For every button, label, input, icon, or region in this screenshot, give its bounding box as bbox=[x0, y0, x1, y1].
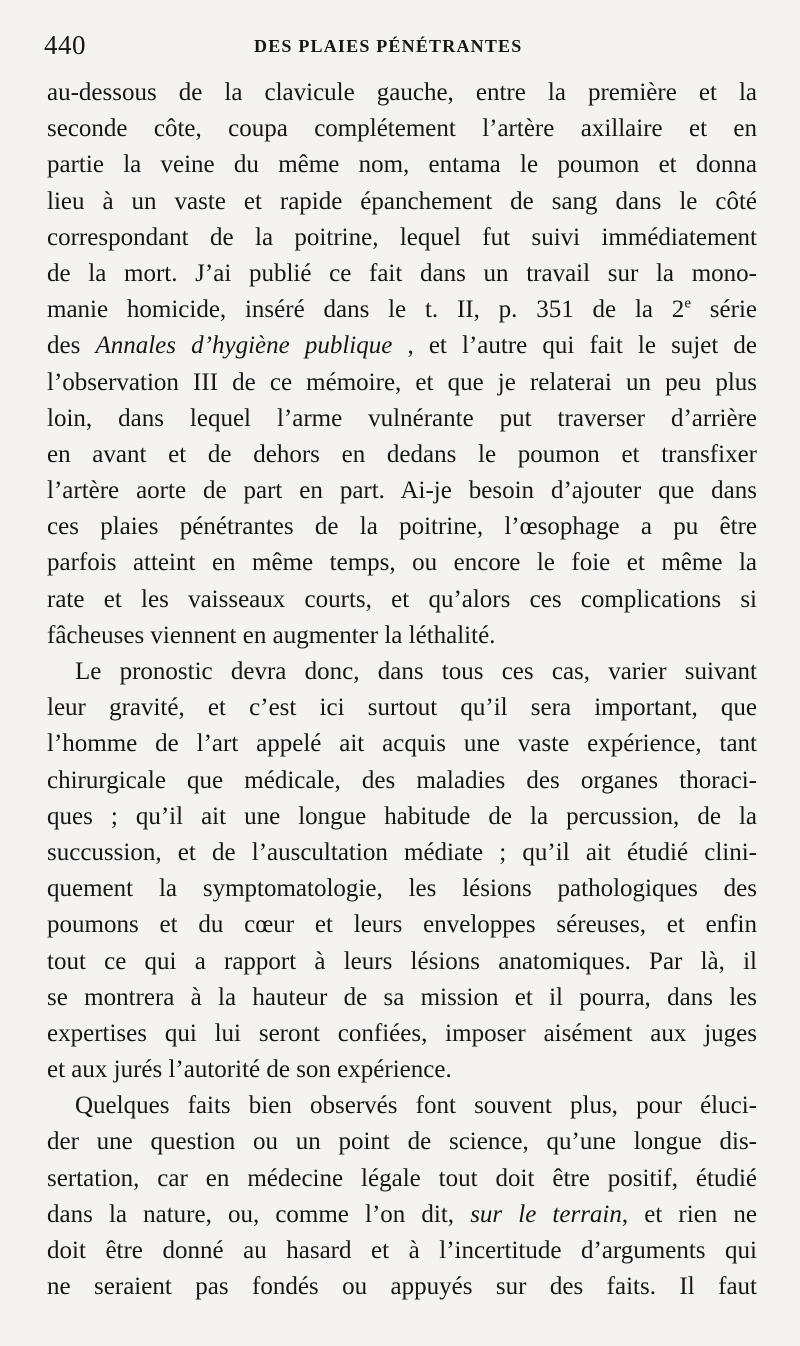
text-line: quement la symptomatologie, les lésions pathologiques des bbox=[47, 875, 757, 903]
text-line: se montrera à la hauteur de sa mission et il pourra, dans les bbox=[47, 983, 757, 1011]
text-line: loin, dans lequel l’arme vulnérante put traverser d’arrière bbox=[47, 404, 757, 432]
text-line-paragraph-end: et aux jurés l’autorité de son expérience. bbox=[47, 1056, 452, 1084]
text-line: l’observation III de ce mémoire, et que je relaterai un peu plus bbox=[47, 368, 757, 396]
text-line: ques ; qu’il ait une longue habitude de la percussion, de la bbox=[47, 802, 757, 830]
text-line: chirurgicale que médicale, des maladies des organes thoraci- bbox=[47, 766, 757, 794]
text-line: en avant et de dehors en dedans le poumon et transfixer bbox=[47, 440, 757, 468]
text-line: ces plaies pénétrantes de la poitrine, l’œsophage a pu être bbox=[47, 513, 757, 541]
text-line: correspondant de la poitrine, lequel fut suivi immédiatement bbox=[47, 223, 757, 251]
text-line-paragraph-end: fâcheuses viennent en augmenter la léthalité. bbox=[47, 621, 496, 649]
text-line-with-italic: des Annales d’hygiène publique , et l’autre qui fait le sujet de bbox=[47, 332, 758, 360]
body-text bbox=[47, 75, 757, 1305]
ordinal-superscript: e bbox=[684, 295, 691, 312]
text-line-with-superscript: manie homicide, inséré dans le t. II, p. 351 de la 2e série bbox=[47, 295, 757, 324]
text-line: l’homme de l’art appelé ait acquis une vaste expérience, tant bbox=[47, 730, 757, 758]
text-line: expertises qui lui seront confiées, imposer aisément aux juges bbox=[47, 1019, 757, 1047]
running-head: DES PLAIES PÉNÉTRANTES bbox=[254, 36, 523, 56]
text-line: succussion, et de l’auscultation médiate ; qu’il ait étudié clini- bbox=[47, 838, 757, 866]
text-line: de la mort. J’ai publié ce fait dans un travail sur la mono- bbox=[47, 259, 757, 287]
text-line: ne seraient pas fondés ou appuyés sur des faits. Il faut bbox=[47, 1273, 757, 1301]
text-line: au-dessous de la clavicule gauche, entre la première et la bbox=[47, 79, 757, 106]
page-header bbox=[44, 28, 756, 68]
text-line: poumons et du cœur et leurs enveloppes séreuses, et enfin bbox=[47, 911, 757, 939]
text-line: parfois atteint en même temps, ou encore le foie et même la bbox=[47, 549, 757, 577]
text-line: rate et les vaisseaux courts, et qu’alors ces complications si bbox=[47, 585, 757, 613]
page-number: 440 bbox=[44, 30, 86, 60]
text-line: lieu à un vaste et rapide épanchement de sang dans le côté bbox=[47, 187, 757, 215]
text-line: sertation, car en médecine légale tout doit être positif, étudié bbox=[47, 1164, 757, 1192]
text-line: tout ce qui a rapport à leurs lésions anatomiques. Par là, il bbox=[47, 947, 757, 975]
italic-phrase: sur le terrain bbox=[470, 1200, 622, 1228]
text-line-paragraph-start: Quelques faits bien observés font souvent plus, pour éluci- bbox=[75, 1092, 757, 1120]
text-line: l’artère aorte de part en part. Ai-je besoin d’ajouter que dans bbox=[47, 477, 757, 505]
text-line: seconde côte, coupa complétement l’artère axillaire et en bbox=[47, 115, 757, 143]
text-line-paragraph-start: Le pronostic devra donc, dans tous ces cas, varier suivant bbox=[75, 658, 757, 685]
text-line: doit être donné au hasard et à l’incertitude d’arguments qui bbox=[47, 1237, 757, 1264]
text-line: partie la veine du même nom, entama le poumon et donna bbox=[47, 151, 757, 179]
text-line: leur gravité, et c’est ici surtout qu’il sera important, que bbox=[47, 694, 757, 722]
text-line-with-italic: dans la nature, ou, comme l’on dit, sur le terrain, et rien ne bbox=[47, 1200, 758, 1228]
text-line: der une question ou un point de science, qu’une longue dis- bbox=[47, 1128, 757, 1156]
italic-phrase: Annales d’hygiène publique bbox=[95, 332, 393, 360]
